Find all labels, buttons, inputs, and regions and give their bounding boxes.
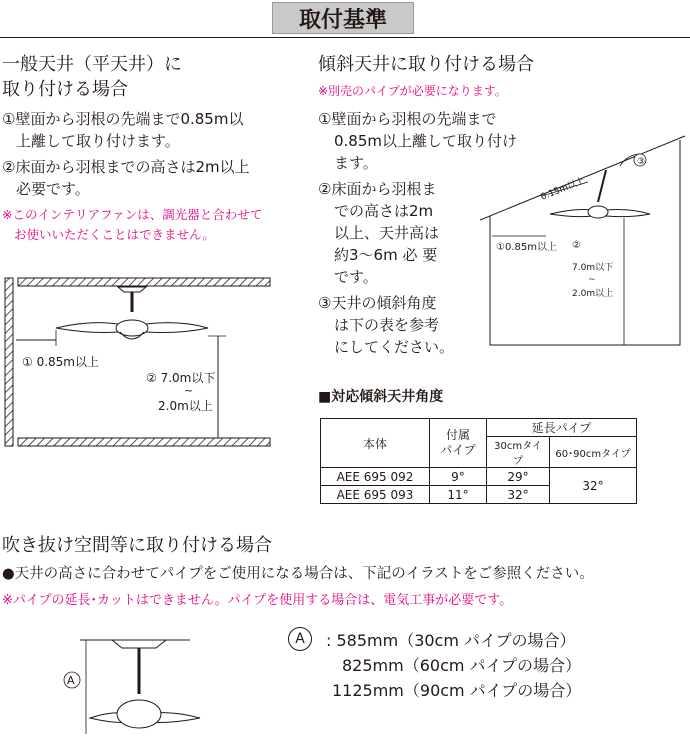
angle-col-fitting-line2: パイプ bbox=[440, 443, 476, 457]
dim-a-symbol: A bbox=[288, 627, 312, 651]
dimension-list bbox=[326, 628, 581, 703]
slope-item2-line1: ②床面から羽根ま bbox=[318, 180, 437, 198]
flat-diagram-label-2c: 2.0m以上 bbox=[158, 399, 213, 413]
slope-label-2a: ② bbox=[572, 240, 581, 251]
flat-note-line2: お使いいただくことはできません。 bbox=[14, 227, 215, 242]
slope-item2-line3: 以上、天井高は bbox=[334, 224, 440, 242]
flat-item-1 bbox=[2, 108, 243, 152]
slope-ceiling-diagram bbox=[480, 130, 686, 350]
flat-item-2 bbox=[2, 156, 250, 200]
ceiling-hatch bbox=[18, 278, 270, 286]
flat-item2-line1: ②床面から羽根までの高さは2m以上 bbox=[2, 158, 250, 176]
flat-item1-line1: ①壁面から羽根の先端まで0.85m以 bbox=[2, 110, 244, 128]
angle-row-ext30: 32° bbox=[487, 486, 550, 504]
slope-label-3: ③ bbox=[637, 157, 646, 167]
slope-item3-line2: は下の表を参考 bbox=[334, 316, 440, 334]
slope-item2-line2: での高さは2m bbox=[334, 202, 434, 220]
slope-note: ※別売のパイプが必要になります。 bbox=[318, 84, 507, 98]
dimension-90cm: 1125mm（90cm パイプの場合） bbox=[332, 681, 582, 700]
slope-label-085: ①0.85m以上 bbox=[496, 242, 557, 253]
angle-table-row bbox=[321, 468, 637, 486]
flat-title-line1: 一般天井（平天井）に bbox=[2, 54, 182, 75]
angle-row-fitting: 11° bbox=[430, 486, 487, 504]
flat-ceiling-diagram bbox=[0, 270, 280, 460]
flat-diagram-label-2a: ② 7.0m以下 bbox=[146, 371, 216, 385]
wall-hatch bbox=[5, 278, 13, 446]
angle-row-model: AEE 695 092 bbox=[321, 468, 430, 486]
angle-table bbox=[320, 418, 637, 504]
header-rule bbox=[0, 37, 690, 38]
flat-item1-line2: 上離して取り付けます。 bbox=[16, 132, 180, 150]
flat-item2-line2: 必要です。 bbox=[16, 180, 90, 198]
angle-col-fitting bbox=[430, 419, 487, 468]
open-space-bullet: ●天井の高さに合わせてパイプをご使用になる場合は、下記のイラストをご参照ください。 bbox=[2, 566, 594, 582]
ceiling-canopy bbox=[112, 640, 166, 648]
angle-col-body: 本体 bbox=[321, 419, 430, 468]
dimension-30cm: : 585mm（30cm パイプの場合） bbox=[326, 631, 576, 650]
angle-col-30: 30cmタイプ bbox=[487, 437, 550, 468]
flat-diagram-label-2b: ~ bbox=[184, 384, 194, 397]
dimension-60cm: 825mm（60cm パイプの場合） bbox=[342, 656, 582, 675]
slope-item1-line2: 0.85m以上離して取り付け bbox=[334, 132, 518, 150]
slope-item1-line1: ①壁面から羽根の先端まで bbox=[318, 110, 497, 128]
flat-ceiling-title bbox=[2, 52, 182, 102]
flat-diagram-label-1: ① 0.85m以上 bbox=[22, 355, 99, 369]
section-header: 取付基準 bbox=[272, 2, 414, 34]
slope-ceiling-title: 傾斜天井に取り付ける場合 bbox=[318, 54, 534, 75]
open-space-diagram bbox=[50, 622, 230, 736]
angle-row-model: AEE 695 093 bbox=[321, 486, 430, 504]
ceiling-fan-icon bbox=[550, 170, 650, 218]
slope-label-2d: 2.0m以上 bbox=[572, 289, 614, 299]
angle-row-ext30: 29° bbox=[487, 468, 550, 486]
flat-title-line2: 取り付ける場合 bbox=[2, 79, 128, 100]
slope-label-015: 0.15m以上 bbox=[539, 175, 587, 203]
flat-note-line1: ※このインテリアファンは、調光器と合わせて bbox=[2, 207, 263, 222]
angle-row-ext60-90: 32° bbox=[550, 468, 637, 504]
angle-col-60-90: 60･90cmタイプ bbox=[550, 437, 637, 468]
open-space-title: 吹き抜け空間等に取り付ける場合 bbox=[2, 535, 272, 556]
angle-row-fitting: 9° bbox=[430, 468, 487, 486]
angle-col-ext: 延長パイプ bbox=[487, 419, 637, 437]
floor-hatch bbox=[18, 438, 270, 446]
angle-table-title: ■対応傾斜天井角度 bbox=[318, 389, 444, 405]
slope-item2-line5: です。 bbox=[334, 268, 378, 286]
slope-item1-line3: ます。 bbox=[334, 154, 378, 172]
slope-item-3 bbox=[318, 292, 454, 358]
slope-label-2c: ~ bbox=[588, 275, 596, 285]
angle-col-fitting-line1: 付属 bbox=[445, 428, 470, 442]
ceiling-fan-icon bbox=[56, 287, 208, 339]
slope-item-2 bbox=[318, 178, 439, 288]
ceiling-fan-icon bbox=[90, 700, 200, 728]
slope-item2-line4: 約3～6m 必 要 bbox=[334, 246, 438, 264]
dim-a-label: A bbox=[67, 674, 75, 687]
angle-table-header-row bbox=[321, 419, 637, 437]
open-space-note: ※パイプの延長･カットはできません。パイプを使用する場合は、電気工事が必要です。 bbox=[2, 593, 513, 608]
flat-note bbox=[2, 205, 262, 245]
slope-item3-line3: にしてください。 bbox=[334, 338, 455, 356]
slope-label-2b: 7.0m以下 bbox=[572, 263, 614, 273]
slope-item3-line1: ③天井の傾斜角度 bbox=[318, 294, 437, 312]
